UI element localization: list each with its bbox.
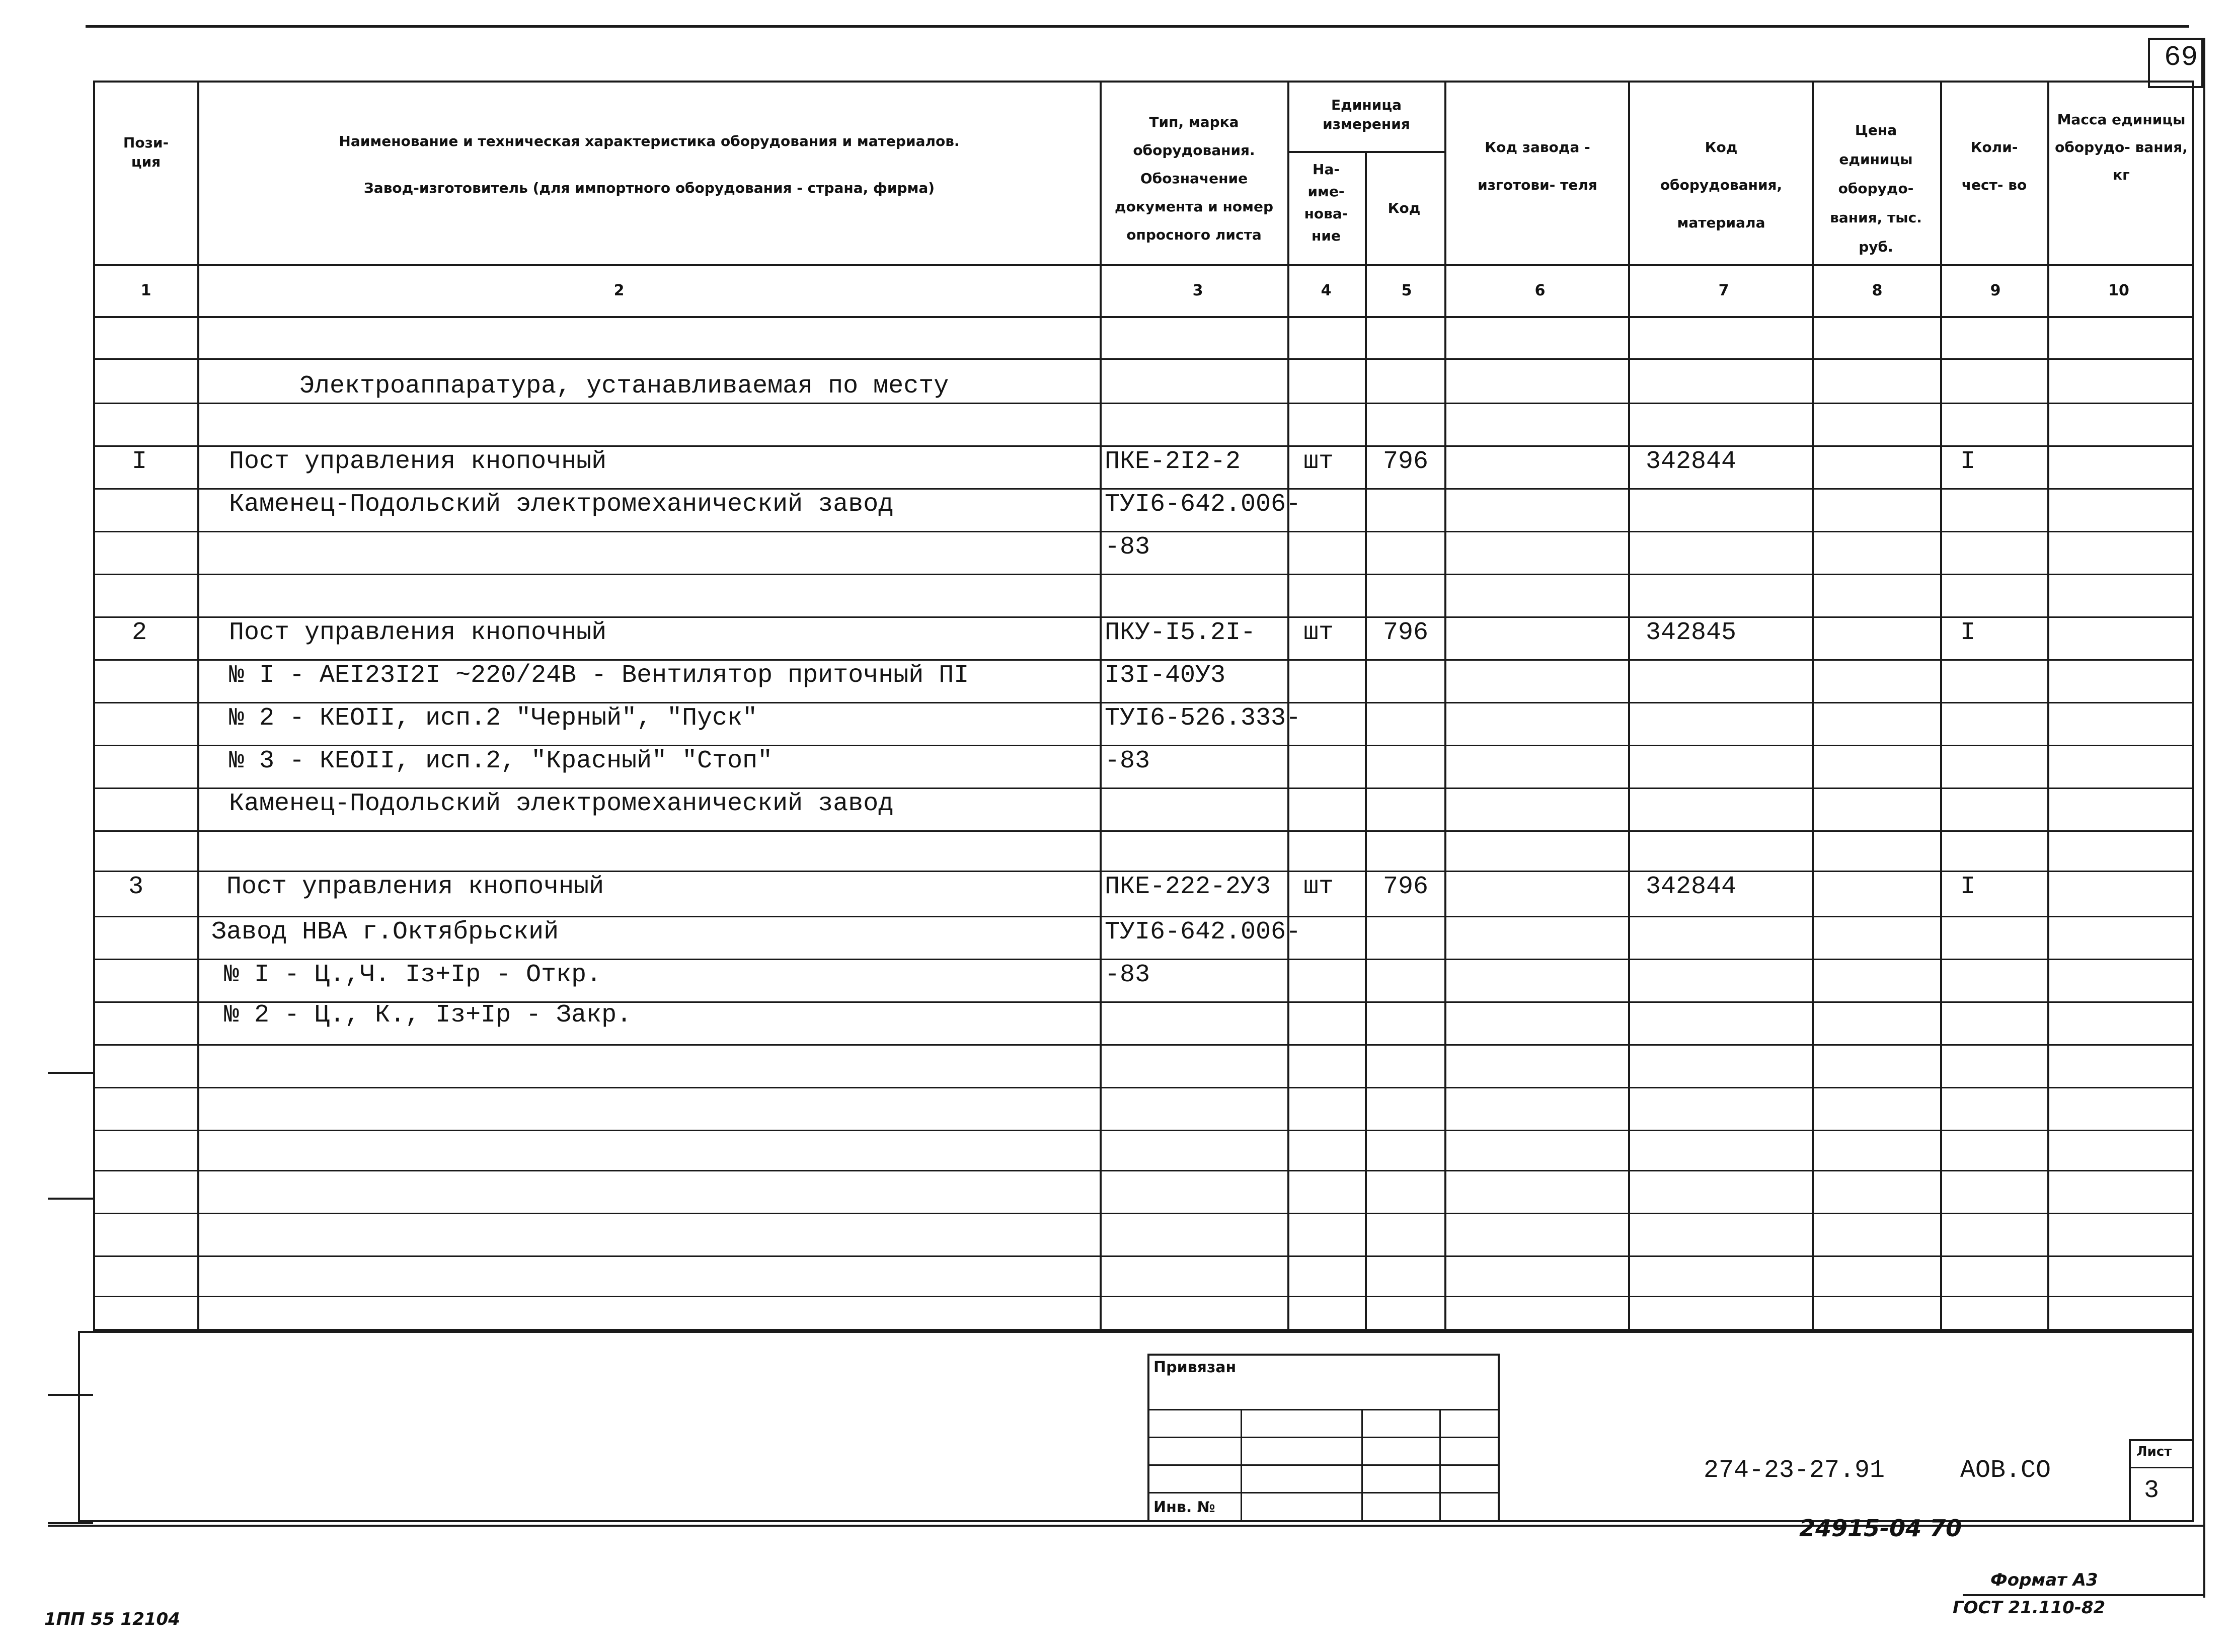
item-unit: шт	[1303, 618, 1334, 647]
item-equipment-code: 342844	[1646, 447, 1737, 476]
item-line: № I - Ц.,Ч. Iз+Iр - Откр.	[224, 961, 602, 989]
colnum-8: 8	[1872, 282, 1883, 299]
row-line	[93, 1130, 2194, 1131]
footer-format: Формат А3	[1990, 1570, 2098, 1590]
item-line: № I - AEI23I2I ~220/24В - Вентилятор приточный ПI	[229, 661, 969, 690]
row-line	[93, 1170, 2194, 1171]
item-type: ТУI6-526.333-	[1105, 704, 1301, 733]
colnum-1: 1	[140, 282, 151, 299]
item-type: I3I-40У3	[1105, 661, 1226, 690]
header-unit-name: На- име- нова- ние	[1304, 161, 1348, 244]
item-line: Каменец-Подольский электромеханический завод	[229, 490, 894, 519]
section-title: Электроаппаратура, устанавливаемая по месту	[299, 372, 949, 401]
colnum-10: 10	[2108, 282, 2129, 299]
item-type: -83	[1105, 747, 1150, 775]
right-edge	[2203, 38, 2205, 1598]
colnum-9: 9	[1990, 282, 2001, 299]
header-type: Тип, марка оборудования. Обозначение документа и номер опросного листа	[1114, 114, 1274, 243]
row-line	[93, 616, 2194, 618]
sheet-number: 3	[2144, 1476, 2160, 1505]
footer-left-code: 1ПП 55 12104	[44, 1609, 180, 1629]
header-factory-code: Код завода - изготови- теля	[1478, 139, 1597, 193]
item-equipment-code: 342844	[1646, 873, 1737, 901]
right-bottom-rule	[1963, 1594, 2204, 1596]
header-quantity: Коли- чест- во	[1961, 139, 2027, 193]
header-unit-code: Код	[1388, 200, 1421, 216]
margin-tick	[48, 1198, 93, 1200]
item-quantity: I	[1960, 447, 1976, 476]
header-name-line1: Наименование и техническая характеристика оборудования и материалов.	[339, 133, 960, 149]
row-line	[93, 745, 2194, 746]
item-position: I	[132, 447, 147, 476]
handwritten-number: 24915-04 70	[1799, 1515, 1962, 1542]
item-unit-code: 796	[1383, 447, 1429, 476]
row-line	[93, 871, 2194, 872]
header-bottom-line	[93, 264, 2194, 266]
item-unit: шт	[1303, 873, 1334, 901]
row-line	[93, 1296, 2194, 1297]
header-equipment-code: Код оборудования, материала	[1660, 139, 1783, 231]
row-line	[93, 1255, 2194, 1257]
row-line	[93, 1044, 2194, 1046]
colnum-2: 2	[613, 282, 625, 299]
margin-tick	[48, 1394, 93, 1396]
item-quantity: I	[1960, 618, 1976, 647]
row-line	[93, 788, 2194, 789]
item-line: № 2 - Ц., К., Iз+Iр - Закр.	[224, 1001, 632, 1030]
unit-group-underline	[1287, 151, 1444, 153]
stamp-line	[1147, 1409, 1500, 1410]
col-line-9	[2047, 81, 2049, 1331]
col-line-8	[1940, 81, 1942, 1331]
colnum-6: 6	[1534, 282, 1546, 299]
row-line	[93, 830, 2194, 832]
row-line	[93, 358, 2194, 360]
item-unit: шт	[1303, 447, 1334, 476]
inventory-number-label: Инв. №	[1153, 1499, 1215, 1516]
margin-tick	[48, 1072, 93, 1074]
document-code: 274-23-27.91	[1704, 1456, 1885, 1485]
item-line: Завод НВА г.Октябрьский	[211, 918, 559, 947]
item-line: Каменец-Подольский электромеханический завод	[229, 790, 894, 818]
colnum-7: 7	[1718, 282, 1729, 299]
item-line: № 3 - КЕОII, исп.2, "Красный" "Стоп"	[229, 747, 773, 775]
item-name: Пост управления кнопочный	[229, 447, 607, 476]
col-line-2	[1100, 81, 1102, 1331]
col-line-1	[197, 81, 199, 1331]
row-line	[93, 1087, 2194, 1088]
header-name-line2: Завод-изготовитель (для импортного оборудования - страна, фирма)	[363, 180, 935, 196]
col-line-7	[1812, 81, 1814, 1331]
row-line	[93, 531, 2194, 532]
row-line	[93, 959, 2194, 960]
item-type: ТУI6-642.006-	[1105, 490, 1301, 519]
item-type: -83	[1105, 533, 1150, 562]
row-line	[93, 488, 2194, 490]
stamp-line	[1147, 1464, 1500, 1466]
col-line-5	[1444, 81, 1446, 1331]
colnum-3: 3	[1192, 282, 1203, 299]
item-line: № 2 - КЕОII, исп.2 "Черный", "Пуск"	[229, 704, 758, 733]
footer-gost: ГОСТ 21.110-82	[1953, 1598, 2106, 1618]
col-line-6	[1628, 81, 1630, 1331]
stamp-vline	[1361, 1409, 1363, 1522]
item-name: Пост управления кнопочный	[229, 618, 607, 647]
item-equipment-code: 342845	[1646, 618, 1737, 647]
header-unit-group: Единица измерения	[1323, 97, 1410, 132]
item-type: ПКУ-I5.2I-	[1105, 618, 1256, 647]
item-position: 2	[132, 618, 147, 647]
row-line	[93, 445, 2194, 447]
stamp-line	[1147, 1492, 1500, 1493]
sheet-label: Лист	[2136, 1444, 2172, 1459]
item-quantity: I	[1960, 873, 1976, 901]
item-type: ПКЕ-2I2-2	[1105, 447, 1241, 476]
row-line	[93, 1213, 2194, 1214]
row-line	[93, 403, 2194, 404]
header-price: Цена единицы оборудо- вания, тыс. руб.	[1830, 122, 1922, 255]
document-mark: АОВ.СО	[1960, 1456, 2051, 1485]
item-unit-code: 796	[1383, 873, 1429, 901]
item-type: ТУI6-642.006-	[1105, 918, 1301, 947]
colnum-5: 5	[1401, 282, 1412, 299]
stamp-line	[1147, 1437, 1500, 1438]
top-rule	[86, 25, 2189, 28]
stamp-vline	[1241, 1409, 1242, 1522]
col-line-4	[1365, 151, 1367, 1331]
item-type: -83	[1105, 961, 1150, 989]
item-unit-code: 796	[1383, 618, 1429, 647]
item-name: Пост управления кнопочный	[226, 873, 604, 901]
header-mass: Масса единицы оборудо- вания, кг	[2055, 111, 2188, 183]
row-line	[93, 702, 2194, 703]
stamp-area	[78, 1331, 2194, 1522]
item-position: 3	[128, 873, 144, 901]
row-line	[93, 574, 2194, 575]
privyazan-label: Привязан	[1153, 1359, 1237, 1376]
column-numbers-bottom-line	[93, 316, 2194, 318]
row-line	[93, 916, 2194, 917]
margin-tick	[48, 1522, 93, 1524]
page-number: 69	[2164, 41, 2198, 73]
sheet-box-divider	[2129, 1467, 2194, 1468]
stamp-vline	[1439, 1409, 1441, 1522]
row-line	[93, 659, 2194, 661]
colnum-4: 4	[1321, 282, 1332, 299]
header-position: Пози- ция	[123, 134, 169, 170]
item-type: ПКЕ-222-2У3	[1105, 873, 1271, 901]
